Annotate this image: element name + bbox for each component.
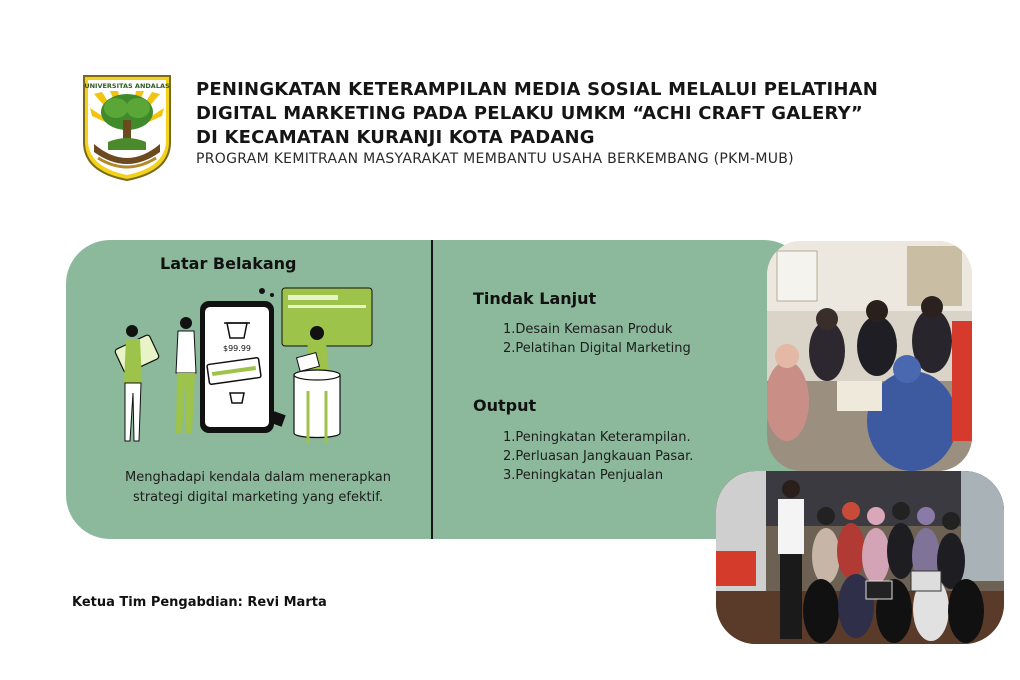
list-item: 1.Desain Kemasan Produk	[503, 322, 673, 337]
list-item: 1.Peningkatan Keterampilan.	[503, 430, 691, 445]
universitas-andalas-logo	[80, 72, 174, 184]
latar-belakang-heading: Latar Belakang	[160, 254, 297, 273]
page-title	[196, 78, 986, 150]
output-list	[503, 428, 693, 485]
digital-marketing-illustration	[112, 283, 382, 458]
list-item: 3.Peningkatan Penjualan	[503, 468, 664, 483]
tindak-lanjut-list	[503, 320, 691, 358]
workshop-photo	[767, 241, 972, 471]
svg-text:$99.99: $99.99	[223, 344, 251, 353]
title-line: PENINGKATAN KETERAMPILAN MEDIA SOSIAL MELALUI PELATIHAN	[196, 79, 879, 100]
latar-belakang-description: Menghadapi kendala dalam menerapkan strategi digital marketing yang efektif.	[125, 470, 391, 505]
panel-divider	[431, 240, 433, 539]
output-heading: Output	[473, 396, 537, 415]
group-photo	[716, 471, 1004, 644]
list-item: 2.Perluasan Jangkauan Pasar.	[503, 449, 694, 464]
title-line: DIGITAL MARKETING PADA PELAKU UMKM “ACHI CRAFT GALERY”	[196, 103, 863, 124]
svg-text:UNIVERSITAS ANDALAS: UNIVERSITAS ANDALAS	[84, 82, 170, 90]
team-leader-credit: Ketua Tim Pengabdian: Revi Marta	[72, 595, 327, 610]
list-item: 2.Pelatihan Digital Marketing	[503, 341, 691, 356]
program-subtitle: PROGRAM KEMITRAAN MASYARAKAT MEMBANTU USAHA BERKEMBANG (PKM-MUB)	[196, 151, 794, 167]
title-line: DI KECAMATAN KURANJI KOTA PADANG	[196, 127, 595, 148]
tindak-lanjut-heading: Tindak Lanjut	[473, 289, 597, 308]
